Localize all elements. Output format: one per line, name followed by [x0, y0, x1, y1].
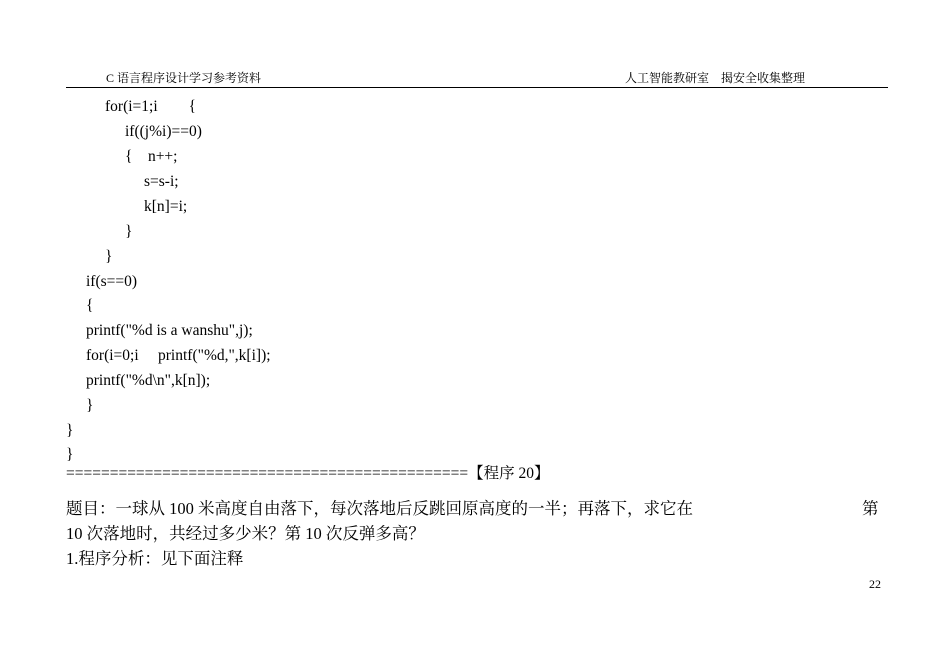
code-line: {	[86, 297, 94, 314]
header-left-title: C 语言程序设计学习参考资料	[106, 71, 262, 85]
code-line: s=s-i;	[144, 173, 179, 190]
code-line: for(i=0;i printf("%d,",k[i]);	[86, 347, 271, 364]
code-line: for(i=1;i {	[105, 98, 197, 115]
code-line: }	[125, 223, 133, 240]
page-number: 22	[869, 577, 881, 591]
code-line: k[n]=i;	[144, 198, 188, 215]
problem-statement-line1: 题目：一球从 100 米高度自由落下，每次落地后反跳回原高度的一半；再落下，求它在	[66, 499, 693, 518]
code-line: }	[66, 446, 74, 463]
problem-statement-line2: 10 次落地时，共经过多少米？第 10 次反弹多高？	[66, 524, 425, 543]
code-line: }	[86, 397, 94, 414]
code-line: { n++;	[125, 148, 178, 165]
program-separator: ==============================================【程序 20】	[66, 465, 550, 482]
header-divider	[66, 87, 888, 88]
code-line: }	[105, 248, 113, 265]
header-right-credit: 人工智能教研室 揭安全收集整理	[625, 71, 806, 85]
code-line: }	[66, 422, 74, 439]
code-line: printf("%d is a wanshu",j);	[86, 322, 253, 339]
code-line: if(s==0)	[86, 273, 138, 290]
problem-statement-line1-end: 第	[862, 499, 879, 518]
program-analysis: 1.程序分析：见下面注释	[66, 549, 244, 568]
code-line: printf("%d\n",k[n]);	[86, 372, 211, 389]
code-line: if((j%i)==0)	[125, 123, 202, 140]
